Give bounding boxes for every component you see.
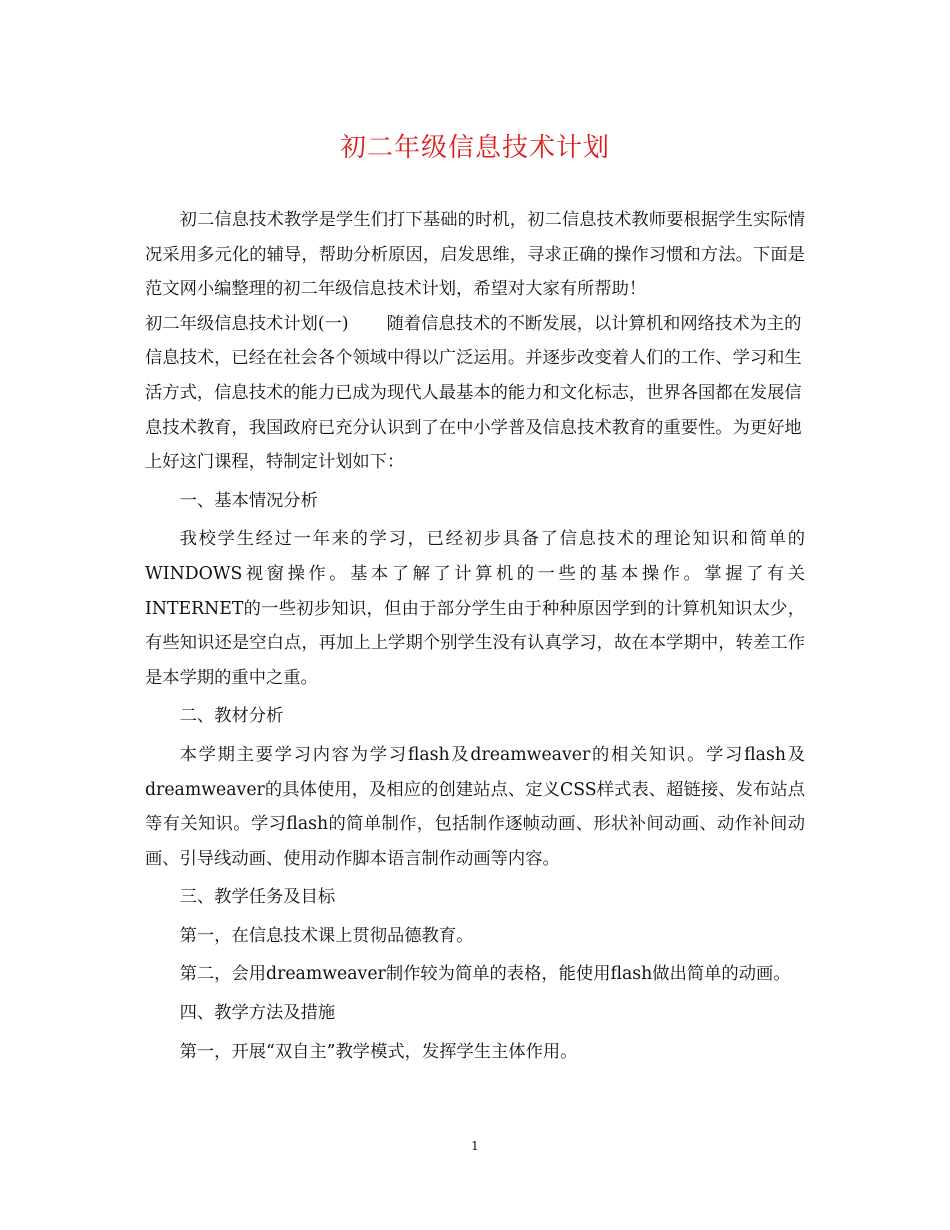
section-heading-1: 一、基本情况分析 [179, 490, 318, 511]
section-3-paragraph-2: 第二，会用dreamweaver制作较为简单的表格，能使用flash做出简单的动画。 [179, 964, 791, 985]
section-heading-2: 二、教材分析 [179, 706, 284, 727]
plan-paragraph [145, 307, 805, 480]
plan-subtitle: 初二年级信息技术计划(一) [145, 313, 349, 334]
section-4-paragraph-1: 第一，开展“双自主”教学模式，发挥学生主体作用。 [179, 1041, 578, 1062]
section-heading-4: 四、教学方法及措施 [179, 1003, 336, 1024]
section-1-paragraph-1: 我校学生经过一年来的学习，已经初步具备了信息技术的理论知识和简单的WINDOWS视窗操作。基本了解了计算机的一些的基本操作。掌握了有关INTERNET的一些初步知识，但由于部分学生由于种种原因学到的计算机知识太少，有些知识还是空白点，再加上上学期个别学生没有认真学习，故在本学期中，转差工作是本学期的重中之重。 [145, 529, 805, 688]
section-3-paragraph-1: 第一，在信息技术课上贯彻品德教育。 [179, 925, 474, 946]
section-2-paragraph-1: 本学期主要学习内容为学习flash及dreamweaver的相关知识。学习flash及dreamweaver的具体使用，及相应的创建站点、定义CSS样式表、超链接、发布站点等有关知识。学习flash的简单制作，包括制作逐帧动画、形状补间动画、动作补间动画、引导线动画、使用动作脚本语言制作动画等内容。 [145, 744, 805, 869]
plan-intro-text: 随着信息技术的不断发展，以计算机和网络技术为主的信息技术，已经在社会各个领域中得以广泛运用。并逐步改变着人们的工作、学习和生活方式，信息技术的能力已成为现代人最基本的能力和文化标志，世界各国都在发展信息技术教育，我国政府已充分认识到了在中小学普及信息技术教育的重要性。为更好地上好这门课程，特制定计划如下： [145, 313, 802, 473]
page-number: 1 [471, 1139, 479, 1153]
page-title: 初二年级信息技术计划 [339, 133, 610, 163]
document-body [145, 203, 805, 1069]
section-heading-3: 三、教学任务及目标 [179, 887, 336, 908]
intro-paragraph: 初二信息技术教学是学生们打下基础的时机，初二信息技术教师要根据学生实际情况采用多元化的辅导，帮助分析原因，启发思维，寻求正确的操作习惯和方法。下面是范文网小编整理的初二年级信息技术计划，希望对大家有所帮助！ [145, 210, 805, 300]
